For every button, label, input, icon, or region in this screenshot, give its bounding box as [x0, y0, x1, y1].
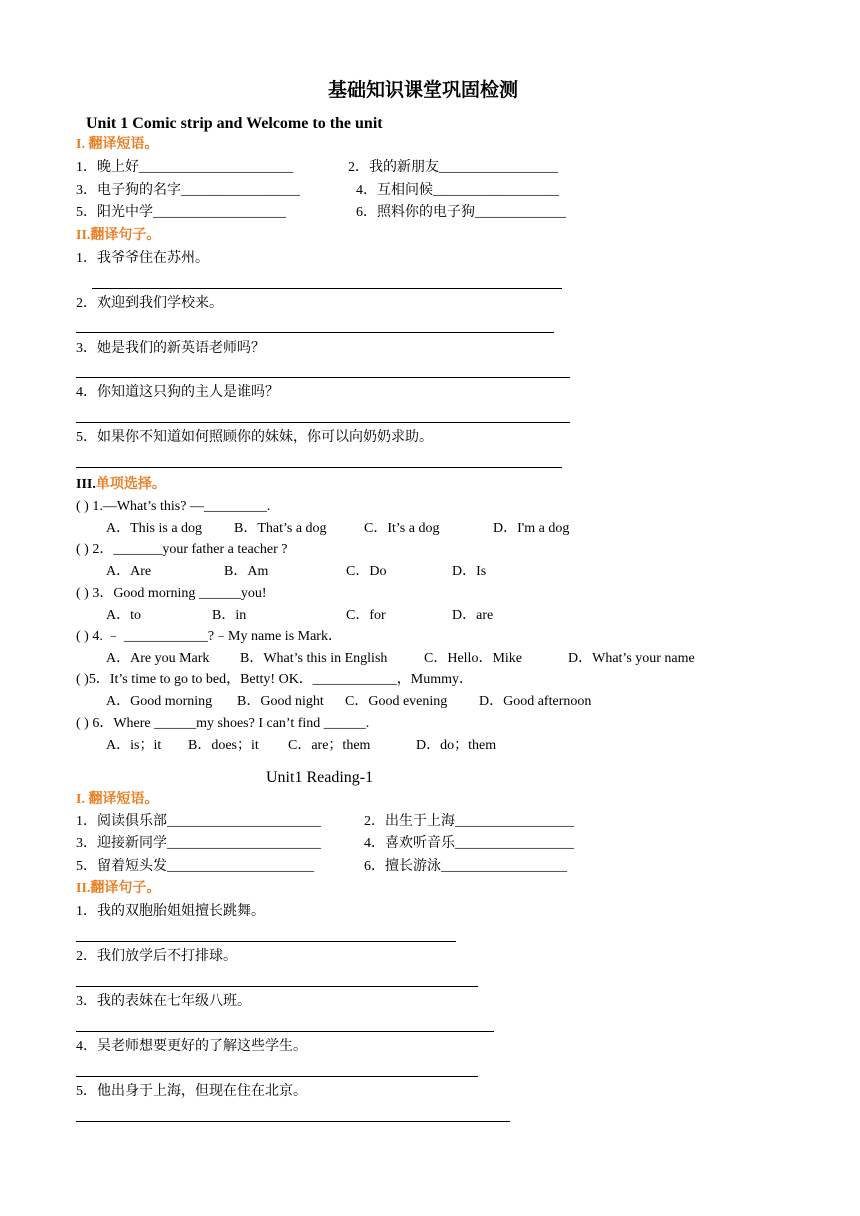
phrase-item: 2．出生于上海_________________	[364, 814, 574, 829]
phrase-item: 3．电子狗的名字_________________	[76, 183, 300, 198]
mc-option: D．are	[452, 608, 494, 623]
mc-option: D．Good afternoon	[479, 694, 592, 709]
mc-option: B．Good night	[237, 694, 324, 709]
mc-option: A．This is a dog	[106, 521, 203, 536]
reading-section-sentences: II.翻译句子。	[76, 881, 161, 896]
mc-option: A．Good morning	[106, 694, 213, 709]
mc-option: D．Is	[452, 564, 487, 579]
sentence-item: 3．我的表妹在七年级八班。	[76, 994, 251, 1009]
sentence-item: 5．如果你不知道如何照顾你的妹妹，你可以向奶奶求助。	[76, 430, 433, 445]
unit1-section-phrases: I. 翻译短语。	[76, 137, 159, 152]
mc-option: A．Are you Mark	[106, 651, 210, 666]
answer-line	[76, 1031, 494, 1032]
mc-option: A．to	[106, 608, 141, 623]
phrase-item: 5．阳光中学___________________	[76, 205, 286, 220]
mc-option: B．does；it	[188, 738, 259, 753]
reading-heading: Unit1 Reading-1	[266, 769, 374, 786]
sentence-item: 1．我的双胞胎姐姐擅长跳舞。	[76, 904, 265, 919]
mc-option: C．It’s a dog	[364, 521, 440, 536]
sentence-item: 2．我们放学后不打排球。	[76, 949, 237, 964]
answer-line	[92, 288, 562, 289]
answer-line	[76, 467, 562, 468]
mc-option: C．are；them	[288, 738, 371, 753]
answer-line	[76, 422, 570, 423]
phrase-item: 5．留着短头发_____________________	[76, 859, 314, 874]
answer-line	[76, 1076, 478, 1077]
mc-option: A．Are	[106, 564, 152, 579]
answer-line	[76, 377, 570, 378]
unit1-heading: Unit 1 Comic strip and Welcome to the unit	[86, 115, 383, 132]
phrase-item: 4．喜欢听音乐_________________	[364, 836, 574, 851]
page-title: 基础知识课堂巩固检测	[328, 80, 519, 101]
mc-option: C．Good evening	[345, 694, 448, 709]
phrase-item: 1．晚上好______________________	[76, 160, 293, 175]
mc-option: A．is；it	[106, 738, 162, 753]
mc-option: B．What’s this in English	[240, 651, 388, 666]
mc-question: ( ) 3．Good morning ______you!	[76, 586, 267, 601]
mc-option: B．in	[212, 608, 247, 623]
answer-line	[76, 1121, 510, 1122]
mc-question: ( ) 1.—What’s this? —_________.	[76, 499, 271, 514]
reading-section-phrases: I. 翻译短语。	[76, 792, 159, 807]
phrase-item: 6．照料你的电子狗_____________	[356, 205, 566, 220]
phrase-item: 6．擅长游泳__________________	[364, 859, 567, 874]
unit1-section-multiple-choice: III.单项选择。	[76, 477, 166, 492]
unit1-section-sentences: II.翻译句子。	[76, 228, 161, 243]
mc-option: D．What’s your name	[568, 651, 695, 666]
mc-question: ( ) 4. ﹣ ____________?﹣My name is Mark．	[76, 629, 342, 644]
sentence-item: 3．她是我们的新英语老师吗？	[76, 341, 265, 356]
answer-line	[76, 941, 456, 942]
sentence-item: 4．你知道这只狗的主人是谁吗？	[76, 385, 279, 400]
mc-option: D．do；them	[416, 738, 497, 753]
sentence-item: 2．欢迎到我们学校来。	[76, 296, 223, 311]
answer-line	[76, 332, 554, 333]
mc-question: ( ) 2．_______your father a teacher ?	[76, 542, 288, 557]
sentence-item: 1．我爷爷住在苏州。	[76, 251, 209, 266]
phrase-item: 3．迎接新同学______________________	[76, 836, 321, 851]
phrase-item: 1．阅读俱乐部______________________	[76, 814, 321, 829]
answer-line	[76, 986, 478, 987]
phrase-item: 4．互相问候__________________	[356, 183, 559, 198]
mc-option: C．Do	[346, 564, 387, 579]
mc-option: D．I'm a dog	[493, 521, 570, 536]
mc-option: C．Hello．Mike	[424, 651, 522, 666]
mc-option: C．for	[346, 608, 386, 623]
mc-option: B．That’s a dog	[234, 521, 327, 536]
sentence-item: 4．吴老师想要更好的了解这些学生。	[76, 1039, 307, 1054]
mc-question: ( )5．It’s time to go to bed，Betty! OK．____________，Mummy．	[76, 672, 474, 687]
mc-option: B．Am	[224, 564, 269, 579]
mc-question: ( ) 6．Where ______my shoes? I can’t find ______.	[76, 716, 370, 731]
phrase-item: 2．我的新朋友_________________	[348, 160, 558, 175]
sentence-item: 5．他出身于上海，但现在住在北京。	[76, 1084, 307, 1099]
